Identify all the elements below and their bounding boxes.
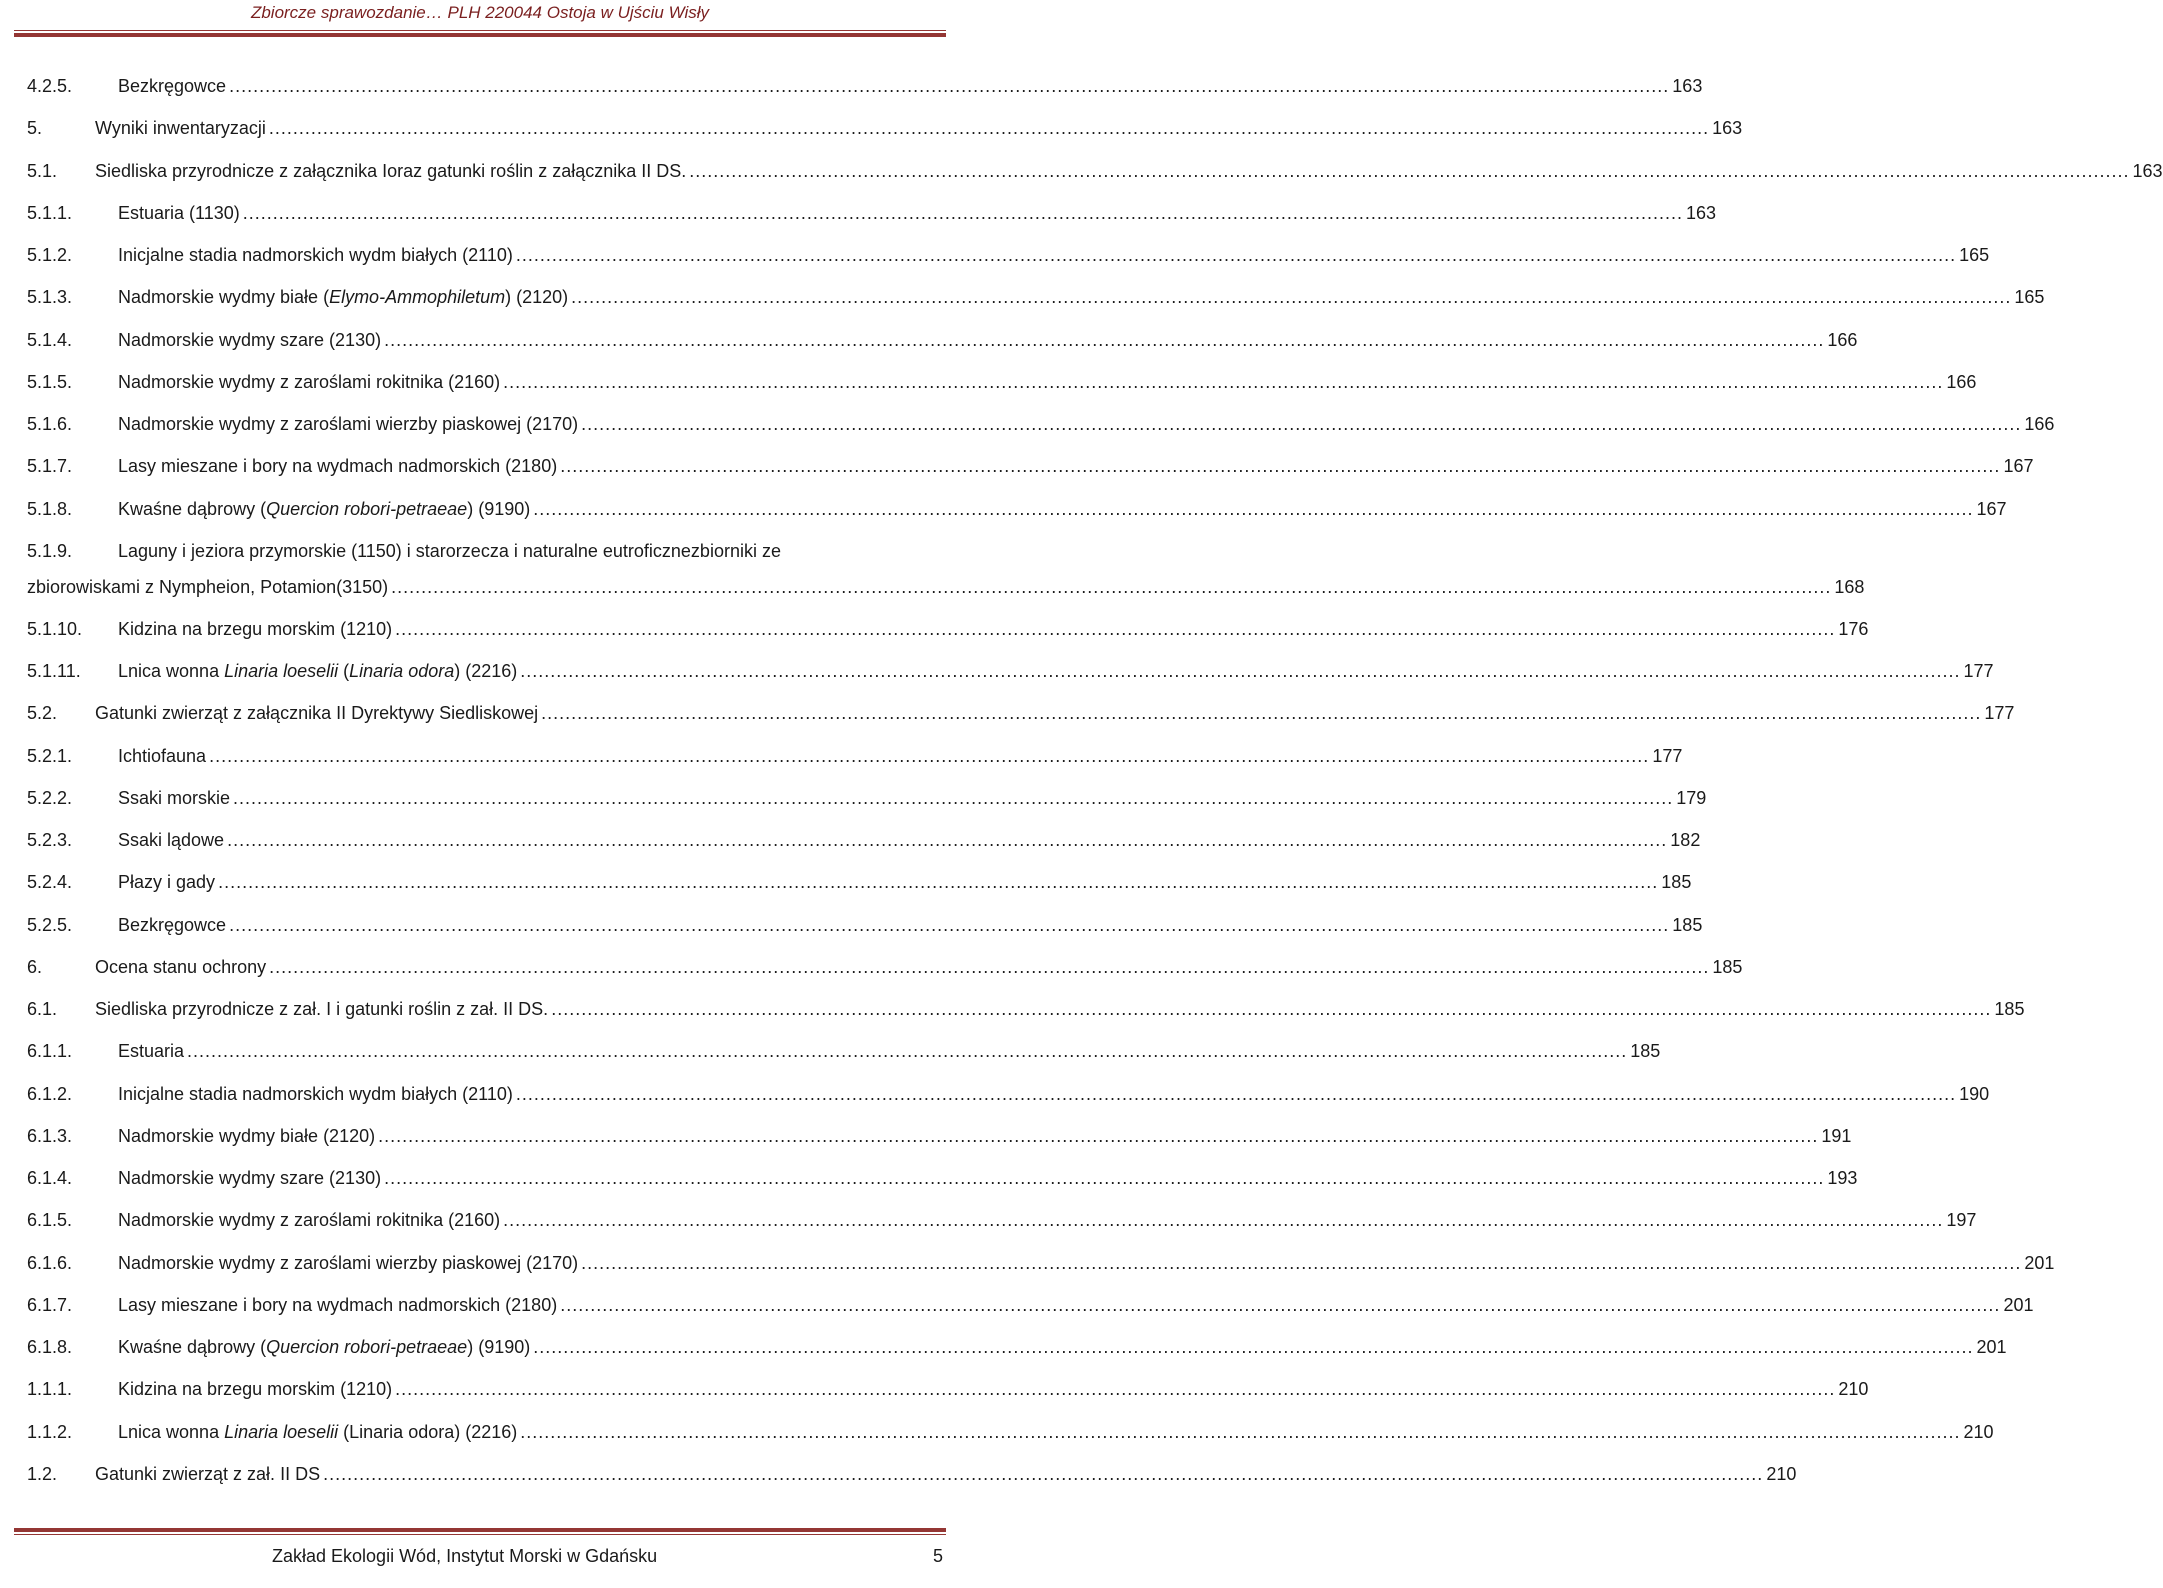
toc-dot-leader: ................................................................................................................................................................................................................................................ — [533, 498, 1974, 519]
toc-entry-number: 5.1.10. — [27, 618, 83, 639]
toc-entry-page: 166 — [1946, 371, 1977, 392]
toc-entry[interactable] — [27, 1118, 1852, 1160]
toc-dot-leader: ................................................................................................................................................................................................................................................ — [551, 999, 1992, 1019]
toc-entry[interactable] — [27, 322, 1858, 364]
toc-entry-title-italic: Quercion robori-petraeae — [266, 498, 468, 519]
toc-entry-title-part: Ocena stanu ochrony — [95, 956, 267, 977]
toc-entry-title-italic: Quercion robori-petraeae — [266, 1337, 468, 1357]
toc-entry-title-part: Nadmorskie wydmy białe ( — [118, 287, 330, 308]
toc-entry-number: 5.2. — [27, 703, 58, 724]
toc-entry-title-part: Siedliska przyrodnicze z załącznika Ioraz gatunki roślin z załącznika II DS. — [95, 160, 687, 181]
toc-entry[interactable] — [27, 653, 1994, 695]
toc-dot-leader: ................................................................................................................................................................................................................................................ — [384, 1168, 1825, 1188]
toc-entry[interactable] — [27, 1160, 1858, 1202]
toc-entry-title-part: Inicjalne stadia nadmorskich wydm białych (2110) — [118, 1083, 513, 1104]
table-of-contents — [27, 68, 2163, 1498]
toc-entry-page: 191 — [1821, 1125, 1852, 1146]
toc-entry[interactable] — [27, 279, 2045, 321]
toc-entry[interactable] — [27, 1287, 2034, 1329]
toc-entry-title-part: Kidzina na brzegu morskim (1210) — [118, 618, 393, 639]
toc-dot-leader: ................................................................................................................................................................................................................................................ — [187, 1041, 1628, 1062]
toc-entry-title-part: Płazy i gady — [118, 872, 216, 893]
toc-entry[interactable] — [27, 1245, 2055, 1287]
toc-entry-title — [118, 202, 240, 224]
toc-entry[interactable] — [27, 1202, 1977, 1244]
toc-entry-title-italic: Linaria loeselii — [224, 1421, 339, 1442]
toc-entry-title-part: Laguny i jeziora przymorskie (1150) i starorzecza i naturalne eutroficznezbiorniki ze — [118, 540, 781, 561]
toc-dot-leader: ................................................................................................................................................................................................................................................ — [571, 287, 2012, 308]
toc-entry-title — [118, 329, 381, 351]
footer-institution: Zakład Ekologii Wód, Instytut Morski w Gdańsku — [272, 1546, 658, 1566]
toc-dot-leader: ................................................................................................................................................................................................................................................ — [533, 1337, 1974, 1357]
toc-entry-title-italic: Linaria loeselii — [224, 661, 339, 681]
toc-entry-title — [95, 160, 686, 182]
toc-entry-title-part: Nadmorskie wydmy szare (2130) — [118, 329, 382, 350]
toc-entry-number: 5.2.3. — [27, 830, 73, 850]
toc-entry-page: 190 — [1959, 1083, 1990, 1104]
toc-entry-title — [118, 1421, 517, 1443]
toc-entry-number: 5.2.2. — [27, 787, 73, 808]
toc-entry-page: 176 — [1838, 618, 1869, 639]
toc-entry-page: 201 — [1976, 1337, 2007, 1357]
toc-entry-title-part: Nadmorskie wydmy z zaroślami wierzby piaskowej (2170) — [118, 414, 579, 434]
toc-entry-number: 5. — [27, 118, 43, 139]
toc-entry[interactable] — [27, 1076, 1990, 1118]
toc-entry-number: 6.1.6. — [27, 1252, 73, 1273]
toc-entry[interactable] — [27, 949, 1743, 991]
toc-entry[interactable] — [27, 1033, 1661, 1075]
toc-dot-leader: ................................................................................................................................................................................................................................................ — [218, 872, 1659, 893]
toc-entry-page: 177 — [1652, 745, 1683, 766]
toc-entry-page: 163 — [1712, 118, 1743, 139]
toc-entry-number: 6.1.1. — [27, 1041, 73, 1062]
toc-entry-title — [118, 413, 578, 435]
toc-entry-page: 185 — [1630, 1041, 1661, 1062]
toc-dot-leader: ................................................................................................................................................................................................................................................ — [689, 160, 2130, 181]
toc-entry-title-part: Bezkręgowce — [118, 914, 227, 935]
toc-entry-title-part: Ichtiofauna — [118, 745, 207, 766]
toc-entry-page: 167 — [2003, 456, 2034, 477]
toc-entry[interactable] — [27, 822, 1701, 864]
toc-entry[interactable] — [27, 1414, 1994, 1456]
toc-entry-number: 6.1.2. — [27, 1083, 73, 1104]
toc-entry-title — [118, 244, 513, 266]
toc-entry[interactable] — [27, 68, 1703, 110]
toc-entry-page: 185 — [1672, 914, 1703, 935]
toc-entry-title — [118, 498, 530, 520]
toc-entry-page: 210 — [1963, 1421, 1994, 1442]
toc-entry[interactable] — [27, 364, 1977, 406]
toc-entry[interactable] — [27, 1329, 2007, 1371]
toc-entry[interactable] — [27, 1456, 1797, 1498]
toc-dot-leader: ................................................................................................................................................................................................................................................ — [395, 1379, 1836, 1400]
toc-entry-title — [118, 371, 500, 393]
toc-entry-page: 179 — [1676, 787, 1707, 808]
toc-entry-title-part: ( — [338, 661, 350, 681]
toc-entry-title-part: Kwaśne dąbrowy ( — [118, 1337, 267, 1357]
toc-entry[interactable] — [27, 611, 1869, 653]
toc-dot-leader: ................................................................................................................................................................................................................................................ — [560, 1294, 2001, 1315]
toc-entry-number: 5.2.5. — [27, 914, 73, 935]
toc-entry-title — [118, 745, 206, 767]
toc-entry-number: 5.2.4. — [27, 872, 73, 893]
toc-entry-number: 4.2.5. — [27, 76, 73, 96]
toc-dot-leader: ................................................................................................................................................................................................................................................ — [268, 118, 1710, 139]
toc-entry-page: 166 — [2024, 414, 2055, 434]
toc-entry[interactable] — [27, 695, 2015, 737]
toc-entry-title-part: Kidzina na brzegu morskim (1210) — [118, 1379, 393, 1400]
toc-entry-title — [118, 1209, 500, 1231]
toc-entry-title-part: Ssaki morskie — [118, 787, 231, 808]
toc-entry-page: 201 — [2003, 1294, 2034, 1315]
toc-entry-title — [118, 914, 226, 936]
toc-entry-title — [118, 1167, 381, 1189]
toc-entry-page: 177 — [1963, 661, 1994, 681]
toc-dot-leader: ................................................................................................................................................................................................................................................ — [391, 576, 1832, 597]
toc-dot-leader: ................................................................................................................................................................................................................................................ — [581, 414, 2022, 434]
toc-entry-number: 5.1. — [27, 160, 58, 181]
toc-entry-title-part: Wyniki inwentaryzacji — [95, 118, 266, 139]
toc-entry-page: 182 — [1670, 830, 1701, 850]
toc-entry-number: 6.1.4. — [27, 1168, 73, 1188]
toc-entry-number: 1.2. — [27, 1463, 58, 1484]
toc-dot-leader: ................................................................................................................................................................................................................................................ — [323, 1463, 1764, 1484]
toc-entry[interactable] — [27, 110, 1743, 152]
toc-entry-title — [118, 1083, 513, 1105]
toc-dot-leader: ................................................................................................................................................................................................................................................ — [581, 1252, 2022, 1273]
toc-entry-title-part: Inicjalne stadia nadmorskich wydm białych (2110) — [118, 245, 513, 265]
toc-entry-number: 5.1.6. — [27, 414, 73, 434]
toc-dot-leader: ................................................................................................................................................................................................................................................ — [520, 1421, 1961, 1442]
toc-entry-number: 5.1.9. — [27, 540, 73, 561]
toc-entry-title-part: Gatunki zwierząt z zał. II DS — [95, 1463, 321, 1484]
toc-entry-title-part: Siedliska przyrodnicze z zał. I i gatunki roślin z zał. II DS. — [95, 999, 549, 1019]
toc-dot-leader: ................................................................................................................................................................................................................................................ — [395, 618, 1836, 639]
toc-entry-title-part: Bezkręgowce — [118, 76, 227, 96]
toc-entry-title — [118, 455, 557, 477]
toc-entry-title-part: Lasy mieszane i bory na wydmach nadmorskich (2180) — [118, 456, 558, 477]
toc-entry-number: 1.1.2. — [27, 1421, 73, 1442]
toc-entry-number: 6.1.5. — [27, 1210, 73, 1231]
toc-entry-number: 1.1.1. — [27, 1379, 73, 1400]
toc-entry-number: 5.1.1. — [27, 202, 73, 223]
toc-entry-page: 166 — [1827, 329, 1858, 350]
toc-entry-page: 210 — [1766, 1463, 1797, 1484]
toc-entry-number: 5.1.8. — [27, 498, 73, 519]
toc-entry-page: 163 — [1672, 76, 1703, 96]
toc-entry-title-part: Lnica wonna — [118, 1421, 225, 1442]
toc-dot-leader: ................................................................................................................................................................................................................................................ — [560, 456, 2001, 477]
toc-entry-title — [118, 787, 230, 809]
toc-entry-title — [95, 956, 266, 978]
toc-entry-title-part: Nadmorskie wydmy białe (2120) — [118, 1125, 376, 1146]
toc-entry-title-part: Estuaria (1130) — [118, 202, 240, 223]
toc-entry-number: 5.1.11. — [27, 661, 81, 681]
toc-entry[interactable] — [27, 991, 2025, 1033]
header-rule-thick — [14, 33, 946, 37]
footer-rule-thick — [14, 1528, 946, 1532]
toc-entry-page: 163 — [1685, 202, 1717, 223]
toc-entry-number: 6.1.8. — [27, 1337, 73, 1357]
toc-dot-leader: ................................................................................................................................................................................................................................................ — [515, 245, 1957, 265]
toc-entry-title-continuation: zbiorowiskami z Nympheion, Potamion(3150) — [27, 576, 389, 597]
toc-entry-title-part: Kwaśne dąbrowy ( — [118, 498, 267, 519]
toc-entry-number: 5.2.1. — [27, 745, 73, 766]
toc-entry-title-part: ) (2120) — [505, 287, 569, 308]
toc-entry-title-part: (Linaria odora) (2216) — [338, 1421, 518, 1442]
toc-entry-title — [118, 871, 215, 893]
toc-entry-page: 210 — [1838, 1379, 1869, 1400]
footer-rule — [14, 1534, 946, 1535]
toc-entry-page: 197 — [1946, 1210, 1977, 1231]
toc-entry-title — [118, 1040, 184, 1062]
toc-entry-title — [95, 1463, 320, 1485]
toc-entry-title — [95, 998, 548, 1020]
toc-dot-leader: ................................................................................................................................................................................................................................................ — [520, 661, 1961, 681]
toc-entry-title-part: Nadmorskie wydmy z zaroślami rokitnika (2160) — [118, 371, 501, 392]
toc-entry[interactable] — [27, 1371, 1869, 1413]
toc-entry-page: 165 — [2014, 287, 2045, 308]
toc-entry-title — [118, 660, 517, 682]
toc-entry-number: 5.1.4. — [27, 329, 73, 350]
document-title: Zbiorcze sprawozdanie… PLH 220044 Ostoja w Ujściu Wisły — [250, 3, 710, 22]
toc-dot-leader: ................................................................................................................................................................................................................................................ — [541, 703, 1982, 724]
toc-dot-leader: ................................................................................................................................................................................................................................................ — [503, 1210, 1944, 1231]
toc-entry-title-part: Nadmorskie wydmy z zaroślami rokitnika (2160) — [118, 1210, 501, 1231]
toc-entry-title-part: Nadmorskie wydmy szare (2130) — [118, 1168, 382, 1188]
page-number: 5 — [932, 1546, 943, 1566]
toc-dot-leader: ................................................................................................................................................................................................................................................ — [269, 956, 1710, 977]
toc-entry-title — [118, 1252, 578, 1274]
toc-entry-title — [118, 1125, 375, 1147]
toc-entry-page: 177 — [1984, 703, 2015, 724]
toc-entry-number: 5.1.7. — [27, 456, 73, 477]
toc-entry[interactable] — [27, 195, 1717, 237]
toc-dot-leader: ................................................................................................................................................................................................................................................ — [227, 830, 1668, 850]
toc-entry[interactable] — [27, 864, 1692, 906]
toc-entry-title — [118, 829, 224, 851]
toc-entry-page: 185 — [1661, 872, 1692, 893]
toc-dot-leader: ................................................................................................................................................................................................................................................ — [233, 787, 1674, 808]
toc-dot-leader: ................................................................................................................................................................................................................................................ — [229, 76, 1670, 96]
toc-entry-title — [118, 286, 568, 308]
toc-entry-title-part: ) (2216) — [454, 661, 518, 681]
toc-entry-title — [118, 618, 392, 640]
toc-entry-title — [95, 117, 266, 139]
toc-entry-title — [118, 1336, 530, 1358]
toc-entry-page: 193 — [1827, 1168, 1858, 1188]
toc-entry-title — [118, 75, 226, 97]
toc-dot-leader: ................................................................................................................................................................................................................................................ — [384, 329, 1825, 350]
toc-dot-leader: ................................................................................................................................................................................................................................................ — [378, 1125, 1819, 1146]
toc-entry-title — [118, 1294, 557, 1316]
toc-dot-leader: ................................................................................................................................................................................................................................................ — [515, 1083, 1957, 1104]
toc-entry[interactable] — [27, 448, 2034, 490]
toc-entry-number: 5.1.3. — [27, 287, 73, 308]
header-rule — [14, 30, 946, 31]
toc-entry-page: 165 — [1959, 245, 1990, 265]
toc-entry-title — [118, 540, 781, 562]
toc-entry-title-part: ) (9190) — [467, 498, 531, 519]
toc-entry[interactable] — [27, 406, 2055, 448]
toc-entry-page: 163 — [2132, 160, 2163, 181]
toc-entry-title-italic: Elymo-Ammophiletum — [329, 287, 506, 308]
toc-entry-title-part: Ssaki lądowe — [118, 830, 225, 850]
toc-entry-title-part: Lasy mieszane i bory na wydmach nadmorskich (2180) — [118, 1294, 558, 1315]
toc-entry-number: 6.1.3. — [27, 1125, 73, 1146]
toc-dot-leader: ................................................................................................................................................................................................................................................ — [209, 745, 1650, 766]
toc-entry-title-part: Nadmorskie wydmy z zaroślami wierzby piaskowej (2170) — [118, 1252, 579, 1273]
toc-entry-title-part: ) (9190) — [467, 1337, 531, 1357]
toc-entry-number: 6.1.7. — [27, 1294, 73, 1315]
toc-entry[interactable] — [27, 237, 1990, 279]
toc-entry-number: 6.1. — [27, 999, 58, 1019]
toc-entry[interactable] — [27, 153, 2163, 195]
toc-entry-number: 5.1.5. — [27, 371, 73, 392]
toc-entry-title-italic: Linaria odora — [349, 661, 455, 681]
toc-entry[interactable] — [27, 533, 1865, 611]
toc-entry[interactable] — [27, 907, 1703, 949]
toc-entry-title-part: Gatunki zwierząt z załącznika II Dyrektywy Siedliskowej — [95, 703, 539, 724]
toc-entry-number: 6. — [27, 956, 43, 977]
toc-entry-title-part: Estuaria — [118, 1041, 185, 1062]
toc-entry-number: 5.1.2. — [27, 245, 73, 265]
toc-entry-page: 168 — [1834, 576, 1865, 597]
toc-dot-leader: ................................................................................................................................................................................................................................................ — [242, 202, 1683, 223]
toc-entry-title-part: Lnica wonna — [118, 661, 225, 681]
toc-entry-title — [118, 1378, 392, 1400]
toc-entry-page: 185 — [1994, 999, 2025, 1019]
toc-entry-page: 167 — [1976, 498, 2007, 519]
toc-entry-title — [95, 702, 538, 724]
toc-entry-page: 201 — [2024, 1252, 2055, 1273]
toc-entry-page: 185 — [1712, 956, 1743, 977]
toc-entry[interactable] — [27, 780, 1707, 822]
toc-entry[interactable] — [27, 738, 1683, 780]
toc-entry[interactable] — [27, 491, 2007, 533]
toc-dot-leader: ................................................................................................................................................................................................................................................ — [229, 914, 1670, 935]
toc-dot-leader: ................................................................................................................................................................................................................................................ — [503, 371, 1944, 392]
